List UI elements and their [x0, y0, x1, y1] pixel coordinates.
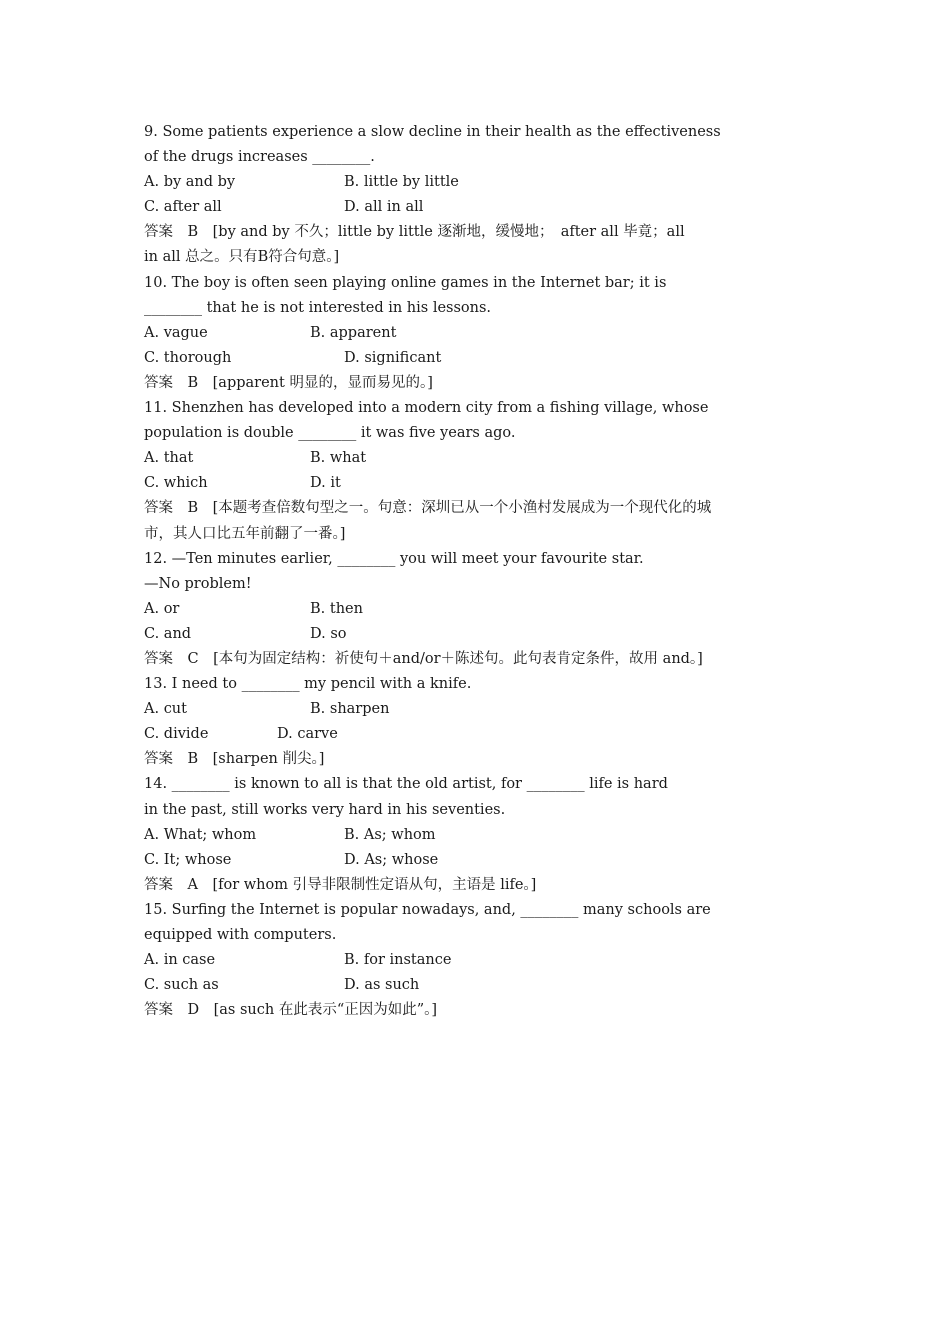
answer-line: 答案 B [apparent 明显的，显而易见的。]: [144, 374, 433, 391]
option-row: [144, 321, 807, 346]
question-stem-line: 15. Surfing the Internet is popular nowadays, and, ________ many schools are: [144, 901, 711, 918]
question-stem-line: 13. I need to ________ my pencil with a knife.: [144, 676, 472, 693]
question-stem-line: 9. Some patients experience a slow decline in their health as the effectiveness: [144, 124, 721, 140]
answer-line: 答案 B [sharpen 削尖。]: [144, 751, 325, 768]
option-b: B. what: [310, 450, 367, 467]
option-row: [144, 346, 807, 371]
question-10: [144, 271, 807, 396]
question-stem-line: ________ that he is not interested in his lessons.: [144, 299, 492, 316]
option-row: [144, 195, 807, 220]
option-row: [144, 471, 807, 496]
option-row: [144, 973, 807, 998]
option-d: D. it: [310, 475, 341, 492]
option-row: [144, 823, 807, 848]
question-11: [144, 396, 807, 547]
option-row: [144, 170, 807, 195]
option-c: C. after all: [144, 199, 222, 216]
option-b: B. sharpen: [310, 701, 390, 718]
question-9: [144, 120, 807, 271]
option-a: A. by and by: [144, 174, 236, 191]
option-b: B. little by little: [344, 174, 459, 191]
document-page: [144, 120, 807, 1023]
option-d: D. all in all: [344, 199, 424, 216]
option-a: A. in case: [144, 952, 216, 969]
option-c: C. and: [144, 625, 192, 642]
question-stem-line: —No problem!: [144, 575, 252, 592]
option-b: B. then: [310, 600, 363, 617]
option-d: D. As; whose: [344, 851, 439, 868]
answer-line: 答案 B [by and by 不久；little by little 逐渐地，缓慢地； after all 毕竟；all: [144, 224, 685, 241]
option-row: [144, 622, 807, 647]
answer-line: 答案 A [for whom 引导非限制性定语从句，主语是 life。]: [144, 876, 537, 893]
option-row: [144, 446, 807, 471]
option-d: D. significant: [344, 349, 442, 366]
question-stem-line: in the past, still works very hard in his seventies.: [144, 801, 506, 818]
option-a: A. vague: [144, 324, 208, 341]
question-stem-line: 10. The boy is often seen playing online games in the Internet bar; it is: [144, 274, 667, 291]
option-b: B. As; whom: [344, 826, 436, 843]
question-stem-line: population is double ________ it was five years ago.: [144, 425, 516, 442]
question-stem-line: equipped with computers.: [144, 927, 337, 943]
question-13: [144, 672, 807, 772]
option-a: A. What; whom: [144, 826, 257, 843]
question-14: [144, 772, 807, 897]
option-row: [144, 722, 807, 747]
option-row: [144, 948, 807, 973]
option-d: D. as such: [344, 977, 420, 994]
option-b: B. for instance: [344, 952, 452, 969]
option-b: B. apparent: [310, 324, 397, 341]
option-a: A. or: [144, 600, 180, 617]
option-c: C. thorough: [144, 349, 232, 366]
option-a: A. that: [144, 450, 194, 467]
option-c: C. divide: [144, 726, 209, 743]
option-row: [144, 597, 807, 622]
option-d: D. carve: [277, 726, 338, 743]
option-c: C. which: [144, 475, 208, 492]
option-row: [144, 697, 807, 722]
option-row: [144, 848, 807, 873]
question-15: [144, 898, 807, 1023]
answer-line: 答案 B [本题考查倍数句型之一。句意：深圳已从一个小渔村发展成为一个现代化的城: [144, 500, 712, 517]
question-stem-line: 11. Shenzhen has developed into a modern city from a fishing village, whose: [144, 400, 709, 417]
answer-line: 答案 C [本句为固定结构：祈使句＋and/or＋陈述句。此句表肯定条件，故用 and。]: [144, 650, 703, 667]
answer-line: in all 总之。只有B符合句意。]: [144, 249, 340, 266]
answer-line: 答案 D [as such 在此表示“正因为如此”。]: [144, 1002, 438, 1019]
option-a: A. cut: [144, 701, 187, 718]
option-c: C. such as: [144, 977, 219, 994]
answer-line: 市，其人口比五年前翻了一番。]: [144, 525, 346, 542]
question-12: [144, 547, 807, 672]
question-stem-line: of the drugs increases ________.: [144, 149, 375, 166]
question-stem-line: 14. ________ is known to all is that the old artist, for ________ life is hard: [144, 776, 668, 793]
option-d: D. so: [310, 625, 347, 642]
option-c: C. It; whose: [144, 851, 232, 868]
question-stem-line: 12. —Ten minutes earlier, ________ you will meet your favourite star.: [144, 550, 644, 567]
